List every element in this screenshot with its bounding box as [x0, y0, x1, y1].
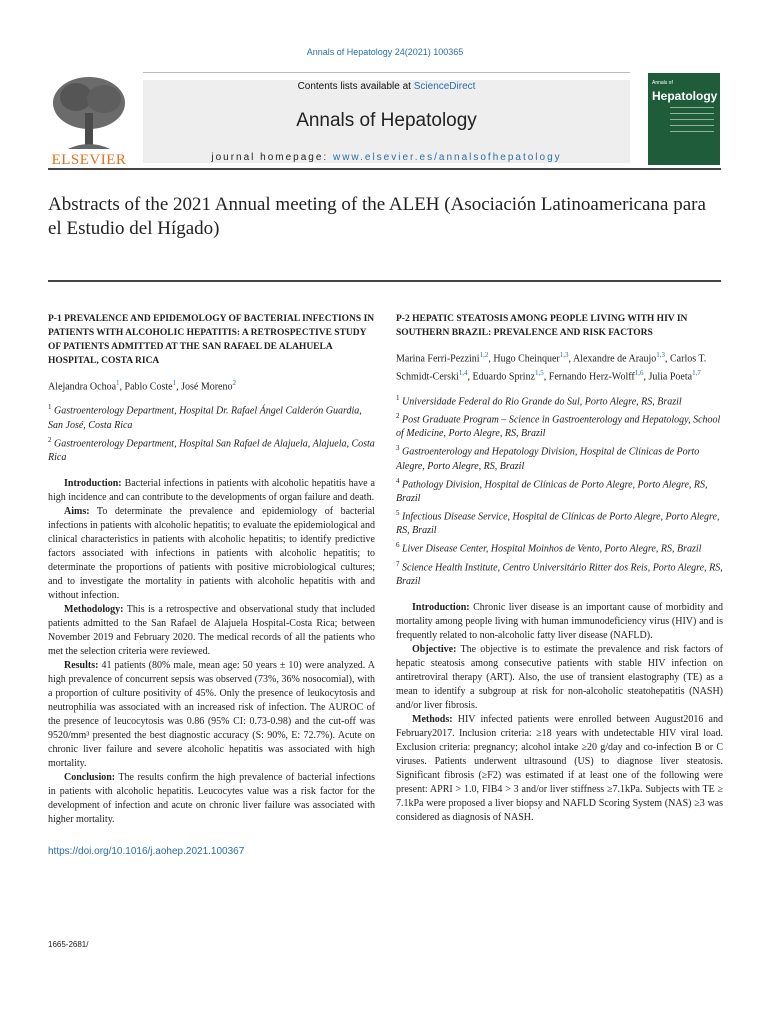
- abstract-paragraph: [48, 603, 375, 659]
- abstract-paragraph: [48, 659, 375, 771]
- abstract-title: P-2 HEPATIC STEATOSIS AMONG PEOPLE LIVING WITH HIV IN SOUTHERN BRAZIL: PREVALENCE AND RISK FACTORS: [396, 314, 688, 338]
- author-name: Alexandre de Araujo: [572, 353, 657, 365]
- section-text: Bacterial infections in patients with alcoholic hepatitis have a high incidence and can contribute to the developments of organ failure and death.: [48, 477, 375, 503]
- affiliation-number: 5: [396, 508, 400, 517]
- cover-line: [670, 131, 714, 132]
- affiliation: [396, 557, 723, 589]
- affiliation: [396, 506, 723, 538]
- affiliation-text: Gastroenterology and Hepatology Division, Hospital de Clínicas de Porto Alegre, Porto Alegre, RS, Brazil: [396, 446, 700, 472]
- affiliation-number: 4: [396, 476, 400, 485]
- journal-title: Annals of Hepatology: [296, 110, 477, 131]
- section-text: 41 patients (80% male, mean age: 50 years ± 10) were analyzed. A high prevalence of concurrent sepsis was observed (73%, 36% nosocomial), with a proportion of culture positivity of 45%. Only the presence of leukocytosis and neutrophilia was associated with an increased risk of infection. The AUROC of the presence of leucocytosis was 0.86 (95% CI: 0.73-0.98) and the cut-off was 9520/mm³ presented the best diagnostic accuracy (S: 90%, E: 72.7%). Acute on chronic liver failure and severe alcoholic hepatitis was associated with high mortality.: [48, 659, 375, 769]
- page-title: Abstracts of the 2021 Annual meeting of the ALEH (Asociación Latinoamericana para el Estudio del Hígado): [48, 194, 706, 239]
- cover-title: [652, 77, 716, 103]
- affiliation-number: 6: [396, 541, 400, 550]
- section-label: Aims:: [64, 505, 90, 517]
- section-text: The results confirm the high prevalence of bacterial infections in patients with alcoholic hepatitis. Leucocytes value was a risk factor for the development of infection and acute on chronic liver failure was associated with higher mortality.: [48, 771, 375, 825]
- author-separator: ,: [643, 371, 649, 383]
- section-label: Conclusion:: [64, 771, 116, 783]
- journal-cover-thumbnail: [648, 73, 720, 165]
- cover-line: [670, 113, 714, 114]
- author-name: Marina Ferri-Pezzini: [396, 353, 480, 365]
- abstract-paragraph: [396, 713, 723, 825]
- author-name: José Moreno: [181, 381, 233, 393]
- section-text: The objective is to estimate the prevalence and risk factors of hepatic steatosis among consecutive patients with stable HIV infection on antiretroviral therapy (ART). Also, the use of transient elastography (TE) as a mean to identify a subgroup at risk for non-alcoholic steatohepatitis (NASH) and/or liver fibrosis.: [396, 643, 723, 711]
- section-label: Introduction:: [64, 477, 122, 489]
- affiliation: [396, 441, 723, 473]
- author-name: Julia Poeta: [648, 371, 693, 383]
- affiliation-text: Science Health Institute, Centro Universitário Ritter dos Reis, Porto Alegre, RS, Brazil: [396, 561, 723, 587]
- homepage-prefix: journal homepage:: [211, 152, 333, 163]
- journal-citation[interactable]: Annals of Hepatology 24(2021) 100365: [306, 47, 464, 57]
- author-name: Fernando Herz-Wolff: [548, 371, 635, 383]
- author-separator: ,: [665, 353, 670, 365]
- abstract-body: [48, 477, 375, 827]
- section-label: Introduction:: [412, 601, 470, 613]
- affiliation-number: 7: [396, 559, 400, 568]
- abstract-paragraph: [396, 643, 723, 713]
- author-affiliation-ref[interactable]: 1,3: [559, 351, 569, 359]
- affiliation-list: [48, 400, 375, 465]
- affiliation-number: 3: [396, 444, 400, 453]
- cover-line: [670, 119, 714, 120]
- author-affiliation-ref[interactable]: 1,7: [692, 369, 701, 378]
- section-label: Objective:: [412, 643, 457, 655]
- author-name: Eduardo Sprinz: [472, 371, 536, 383]
- affiliation: [396, 474, 723, 506]
- affiliation-text: Gastroenterology Department, Hospital Dr. Rafael Ángel Calderón Guardia, San José, Costa Rica: [48, 405, 362, 431]
- affiliation-text: Liver Disease Center, Hospital Moinhos de Vento, Porto Alegre, RS, Brazil: [399, 543, 702, 555]
- author-list: [48, 376, 375, 394]
- abstract-paragraph: [48, 505, 375, 603]
- cover-title-main: Hepatology: [652, 89, 718, 103]
- cover-line: [670, 125, 714, 126]
- author-affiliation-ref[interactable]: 1,6: [634, 369, 644, 378]
- affiliation: [48, 400, 375, 432]
- author-name: Alejandra Ochoa: [48, 381, 117, 393]
- author-separator: ,: [119, 381, 125, 393]
- elsevier-logo-text: ELSEVIER: [51, 152, 127, 168]
- abstract-paragraph: [48, 771, 375, 827]
- section-label: Methods:: [412, 713, 453, 725]
- cover-line: [670, 107, 714, 108]
- author-separator: ,: [467, 371, 473, 383]
- affiliation-number: 1: [48, 403, 52, 412]
- author-separator: ,: [488, 353, 494, 365]
- author-affiliation-ref[interactable]: 1,4: [458, 369, 468, 378]
- title-rule: [48, 280, 721, 282]
- section-text: Chronic liver disease is an important cause of morbidity and mortality among people living with human immunodeficiency virus (HIV) and is frequently related to non-alcoholic fatty liver disease (NAFLD).: [396, 601, 723, 641]
- author-separator: ,: [543, 371, 549, 383]
- issn-footer: 1665-2681/: [48, 940, 89, 949]
- header-rule: [48, 168, 721, 170]
- section-text: This is a retrospective and observational study that included patients admitted to the San Rafael de Alajuela Hospital-Costa Rica; between November 2019 and February 2020. The medical records of all the patients who met the selection criteria were reviewed.: [48, 603, 375, 657]
- author-separator: ,: [176, 381, 182, 393]
- cover-title-small: Annals of: [652, 80, 673, 86]
- header-divider: [143, 72, 630, 73]
- section-label: Methodology:: [64, 603, 124, 615]
- abstract-p2: [396, 312, 723, 825]
- homepage-link[interactable]: www.elsevier.es/annalsofhepatology: [332, 152, 562, 163]
- abstract-paragraph: [48, 477, 375, 505]
- abstract-title: P-1 PREVALENCE AND EPIDEMOLOGY OF BACTERIAL INFECTIONS IN PATIENTS WITH ALCOHOLIC HEPATITIS: A RETROSPECTIVE STUDY OF PATIENTS ADMITTED AT THE SAN RAFAEL DE ALAHUELA HOSPITAL, COSTA RICA: [48, 314, 375, 366]
- affiliation-number: 1: [396, 393, 400, 402]
- affiliation-text: Post Graduate Program – Science in Gastroenterology and Hepatology, School of Medicine, Porto Alegre, RS, Brazil: [396, 414, 721, 440]
- affiliation: [48, 433, 375, 465]
- contents-line: [143, 81, 630, 92]
- author-list: [396, 348, 723, 385]
- author-affiliation-ref[interactable]: 2: [232, 379, 236, 387]
- affiliation: [396, 538, 723, 556]
- section-text: To determinate the prevalence and epidemiology of bacterial infections in patients with alcoholic hepatitis; to evaluate the epidemiological and clinical characteristics in patients with alcoholic hepatitis; to identify predictive factors associated with infections in patients with alcoholic hepatitis; to determinate the proportions of patients with positive microbiological cultures; and to investigate the mortality in patients with alcoholic hepatitis with and without infection.: [48, 505, 375, 601]
- author-affiliation-ref[interactable]: 1,5: [535, 369, 544, 378]
- section-text: HIV infected patients were enrolled between August2016 and February2017. Inclusion criteria: ≥18 years with undetectable HIV viral load. Exclusion criteria: pregnancy; alcohol intake ≥20 g/day and co-infection B or C viruses. Patients underwent ultrasound (US) to diagnose liver steatosis. Significant fibrosis (≥F2) was estimated if at least one of the following were present: APRI > 1.0, FIB4 > 3 and/or liver stiffness ≥7.1kPa. Subjects with TE ≥ 7.1kPa were proposed a liver biopsy and NAFLD Scoring System (NAS) ≥3 was considered as diagnosis of NASH.: [396, 713, 723, 823]
- affiliation-list: [396, 391, 723, 589]
- affiliation: [396, 391, 723, 409]
- affiliation-text: Universidade Federal do Rio Grande do Sul, Porto Alegre, RS, Brazil: [399, 395, 682, 407]
- sciencedirect-link[interactable]: ScienceDirect: [413, 81, 476, 92]
- author-separator: ,: [568, 353, 573, 365]
- abstract-paragraph: [396, 601, 723, 643]
- author-affiliation-ref[interactable]: 1,3: [656, 351, 665, 359]
- elsevier-tree-logo: [48, 73, 130, 153]
- affiliation-number: 2: [396, 411, 400, 420]
- homepage-line: [143, 152, 630, 163]
- author-name: Pablo Coste: [124, 381, 173, 393]
- author-affiliation-ref[interactable]: 1: [172, 379, 177, 387]
- author-affiliation-ref[interactable]: 1: [116, 379, 120, 387]
- abstract-p1: [48, 312, 375, 859]
- abstract-body: [396, 601, 723, 825]
- doi-link[interactable]: https://doi.org/10.1016/j.aohep.2021.100367: [48, 845, 245, 857]
- contents-prefix: Contents lists available at: [297, 81, 414, 92]
- author-name: Hugo Cheinquer: [493, 353, 560, 365]
- section-label: Results:: [64, 659, 99, 671]
- affiliation: [396, 409, 723, 441]
- author-name: Carlos T. Schmidt-Cerski: [396, 353, 707, 383]
- affiliation-number: 2: [48, 435, 52, 444]
- author-affiliation-ref[interactable]: 1,2: [479, 351, 489, 359]
- affiliation-text: Infectious Disease Service, Hospital de Clínicas de Porto Alegre, Porto Alegre, RS, Brazil: [396, 511, 720, 537]
- affiliation-text: Pathology Division, Hospital de Clínicas de Porto Alegre, Porto Alegre, RS, Brazil: [396, 478, 708, 504]
- affiliation-text: Gastroenterology Department, Hospital San Rafael de Alajuela, Alajuela, Costa Rica: [48, 437, 375, 463]
